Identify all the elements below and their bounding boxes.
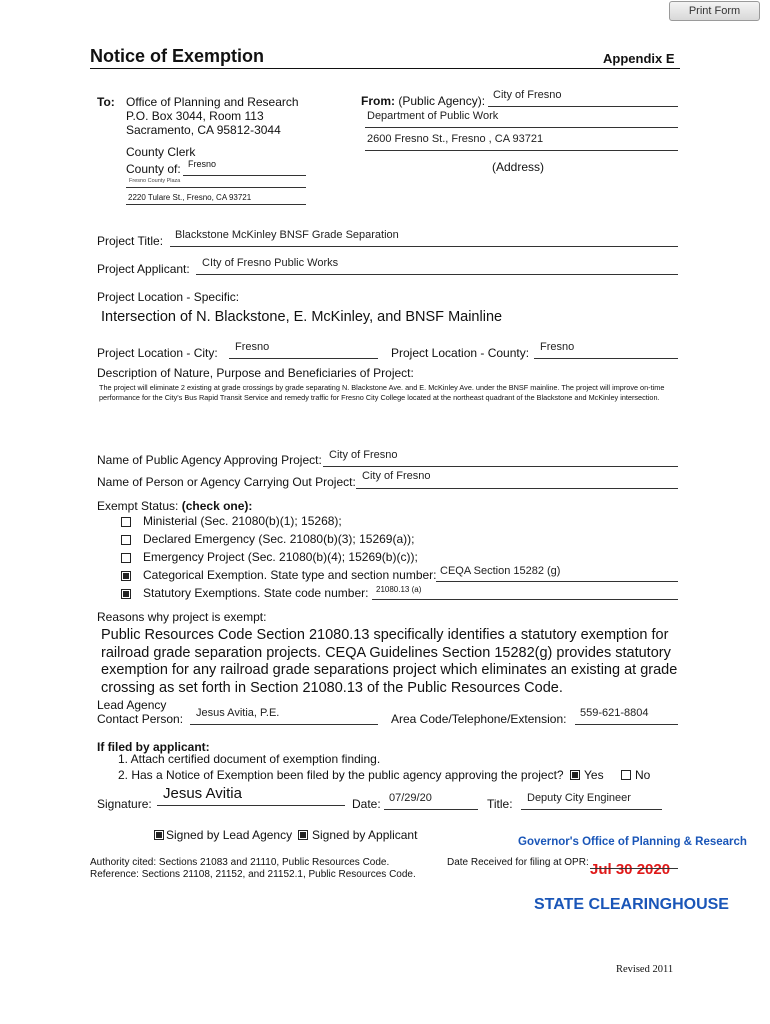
filed-no-checkbox[interactable] bbox=[621, 770, 631, 780]
to-line3: Sacramento, CA 95812-3044 bbox=[126, 123, 281, 137]
location-county-value[interactable]: Fresno bbox=[540, 341, 575, 353]
phone-value[interactable]: 559-621-8804 bbox=[580, 707, 649, 719]
county-place-line bbox=[126, 187, 306, 188]
date-received-label: Date Received for filing at OPR: bbox=[447, 857, 589, 868]
county-address-line bbox=[126, 204, 306, 205]
county-of-label: County of: bbox=[126, 162, 181, 176]
from-address-label: (Address) bbox=[492, 160, 545, 174]
signed-applicant-label: Signed by Applicant bbox=[312, 828, 418, 842]
approving-label: Name of Public Agency Approving Project: bbox=[97, 453, 322, 467]
opr-stamp-office: Governor's Office of Planning & Research bbox=[518, 836, 747, 848]
phone-line bbox=[575, 724, 678, 725]
date-value[interactable]: 07/29/20 bbox=[389, 792, 432, 804]
reasons-line-2: railroad grade separation projects. CEQA Guidelines Section 15282(g) provides statutory bbox=[101, 644, 671, 661]
revised-label: Revised 2011 bbox=[616, 964, 674, 975]
project-applicant-value[interactable]: CIty of Fresno Public Works bbox=[202, 257, 339, 269]
date-label: Date: bbox=[352, 797, 381, 811]
county-clerk: County Clerk bbox=[126, 145, 196, 159]
exempt-label-3: Emergency Project (Sec. 21080(b)(4); 15269(b)(c)); bbox=[143, 550, 418, 564]
carrying-value[interactable]: City of Fresno bbox=[362, 470, 431, 482]
signature-label: Signature: bbox=[97, 797, 152, 811]
location-city-value[interactable]: Fresno bbox=[235, 341, 270, 353]
title-line bbox=[521, 809, 662, 810]
title-value[interactable]: Deputy City Engineer bbox=[527, 792, 631, 804]
opr-stamp-date: Jul 30 2020 bbox=[590, 861, 671, 878]
reasons-line-4: crossing as set forth in Section 21080.13 of the Public Resources Code. bbox=[101, 679, 563, 696]
from-dept[interactable]: Department of Public Work bbox=[367, 110, 499, 122]
project-applicant-label: Project Applicant: bbox=[97, 262, 190, 276]
contact-name[interactable]: Jesus Avitia, P.E. bbox=[196, 707, 280, 719]
signed-lead-label: Signed by Lead Agency bbox=[166, 828, 293, 842]
county-address[interactable]: 2220 Tulare St., Fresno, CA 93721 bbox=[128, 193, 252, 202]
reasons-line-1: Public Resources Code Section 21080.13 specifically identifies a statutory exemption for bbox=[101, 627, 669, 643]
contact-name-line bbox=[190, 724, 378, 725]
check-one-text: (check one): bbox=[181, 499, 253, 513]
exempt-checkbox-1[interactable] bbox=[121, 517, 131, 527]
from-dept-line bbox=[365, 127, 678, 128]
location-specific-label: Project Location - Specific: bbox=[97, 290, 240, 304]
county-of-value[interactable]: Fresno bbox=[188, 159, 217, 169]
to-label: To: bbox=[97, 95, 115, 109]
filed-no-label: No bbox=[635, 768, 651, 782]
county-of-line bbox=[183, 175, 306, 176]
approving-line bbox=[323, 466, 678, 467]
signature-line bbox=[157, 805, 345, 806]
categorical-value[interactable]: CEQA Section 15282 (g) bbox=[440, 565, 561, 577]
reasons-line-3: exemption for any railroad grade separations project which eliminates an existing at grade bbox=[101, 662, 678, 678]
project-applicant-line bbox=[196, 274, 678, 275]
carrying-label: Name of Person or Agency Carrying Out Project: bbox=[97, 475, 356, 489]
exempt-label-1: Ministerial (Sec. 21080(b)(1); 15268); bbox=[143, 514, 342, 528]
exempt-status-text: Exempt Status: bbox=[97, 499, 179, 513]
from-bold: From: bbox=[361, 94, 395, 108]
filed-yes-checkbox[interactable] bbox=[570, 770, 580, 780]
header-rule bbox=[90, 68, 680, 69]
exempt-label-5: Statutory Exemptions. State code number: bbox=[143, 586, 369, 600]
exempt-checkbox-2[interactable] bbox=[121, 535, 131, 545]
project-title-label: Project Title: bbox=[97, 234, 164, 248]
filed-item2: 2. Has a Notice of Exemption been filed by the public agency approving the project? bbox=[118, 768, 564, 782]
signed-lead-checkbox[interactable] bbox=[154, 830, 164, 840]
location-county-line bbox=[534, 358, 678, 359]
exempt-checkbox-5[interactable] bbox=[121, 589, 131, 599]
location-county-label: Project Location - County: bbox=[391, 346, 530, 360]
clearinghouse-stamp: STATE CLEARINGHOUSE bbox=[534, 896, 729, 913]
appendix-label: Appendix E bbox=[603, 51, 675, 66]
filed-yes-label: Yes bbox=[584, 768, 604, 782]
categorical-line bbox=[436, 581, 678, 582]
authority-line1: Authority cited: Sections 21083 and 21110, Public Resources Code. bbox=[90, 857, 390, 868]
description-value[interactable]: The project will eliminate 2 existing at grade crossings by grade separating N. Blackstone Ave. and E. McKinley Ave. under the BNSF mainline. The project will improve on-time performance for the City's Bus Rapid Transit Service and remedy traffic for Fresno City College located at the northeast quadrant of the Blackstone and McKinley intersection. bbox=[99, 383, 665, 402]
signature-value[interactable]: Jesus Avitia bbox=[163, 785, 242, 802]
from-address-line bbox=[365, 150, 678, 151]
from-agency-line bbox=[488, 106, 678, 107]
carrying-line bbox=[356, 488, 678, 489]
phone-label: Area Code/Telephone/Extension: bbox=[391, 712, 567, 726]
title-label: Title: bbox=[487, 797, 513, 811]
filed-heading: If filed by applicant: bbox=[97, 740, 210, 754]
from-label bbox=[361, 94, 485, 108]
contact-person-label: Contact Person: bbox=[97, 712, 184, 726]
approving-value[interactable]: City of Fresno bbox=[329, 449, 398, 461]
page-title: Notice of Exemption bbox=[90, 46, 265, 66]
project-title-value[interactable]: Blackstone McKinley BNSF Grade Separation bbox=[175, 229, 399, 241]
description-label: Description of Nature, Purpose and Beneficiaries of Project: bbox=[97, 366, 414, 380]
lead-agency-label: Lead Agency bbox=[97, 698, 167, 712]
from-agency[interactable]: City of Fresno bbox=[493, 89, 562, 101]
exempt-checkbox-4[interactable] bbox=[121, 571, 131, 581]
statutory-value[interactable]: 21080.13 (a) bbox=[376, 585, 422, 594]
authority-line2: Reference: Sections 21108, 21152, and 21152.1, Public Resources Code. bbox=[90, 869, 416, 880]
from-address[interactable]: 2600 Fresno St., Fresno , CA 93721 bbox=[367, 133, 544, 145]
exempt-label-4: Categorical Exemption. State type and section number: bbox=[143, 568, 437, 582]
location-city-line bbox=[229, 358, 378, 359]
exempt-label-2: Declared Emergency (Sec. 21080(b)(3); 15269(a)); bbox=[143, 532, 415, 546]
location-city-label: Project Location - City: bbox=[97, 346, 218, 360]
county-place[interactable]: Fresno County Plaza bbox=[129, 178, 181, 184]
reasons-value[interactable] bbox=[101, 627, 691, 697]
project-title-line bbox=[170, 246, 678, 247]
filed-item1: 1. Attach certified document of exemption finding. bbox=[118, 752, 381, 766]
reasons-label: Reasons why project is exempt: bbox=[97, 610, 267, 624]
to-line2: P.O. Box 3044, Room 113 bbox=[126, 109, 264, 123]
date-line bbox=[384, 809, 478, 810]
exempt-checkbox-3[interactable] bbox=[121, 553, 131, 563]
exempt-status-label bbox=[97, 499, 252, 513]
statutory-line bbox=[372, 599, 678, 600]
print-form-button[interactable]: Print Form bbox=[669, 1, 760, 21]
from-sub: (Public Agency): bbox=[398, 94, 486, 108]
date-received-line bbox=[590, 868, 678, 869]
to-line1: Office of Planning and Research bbox=[126, 95, 299, 109]
signed-applicant-checkbox[interactable] bbox=[298, 830, 308, 840]
location-specific-value[interactable]: Intersection of N. Blackstone, E. McKinley, and BNSF Mainline bbox=[101, 309, 503, 325]
